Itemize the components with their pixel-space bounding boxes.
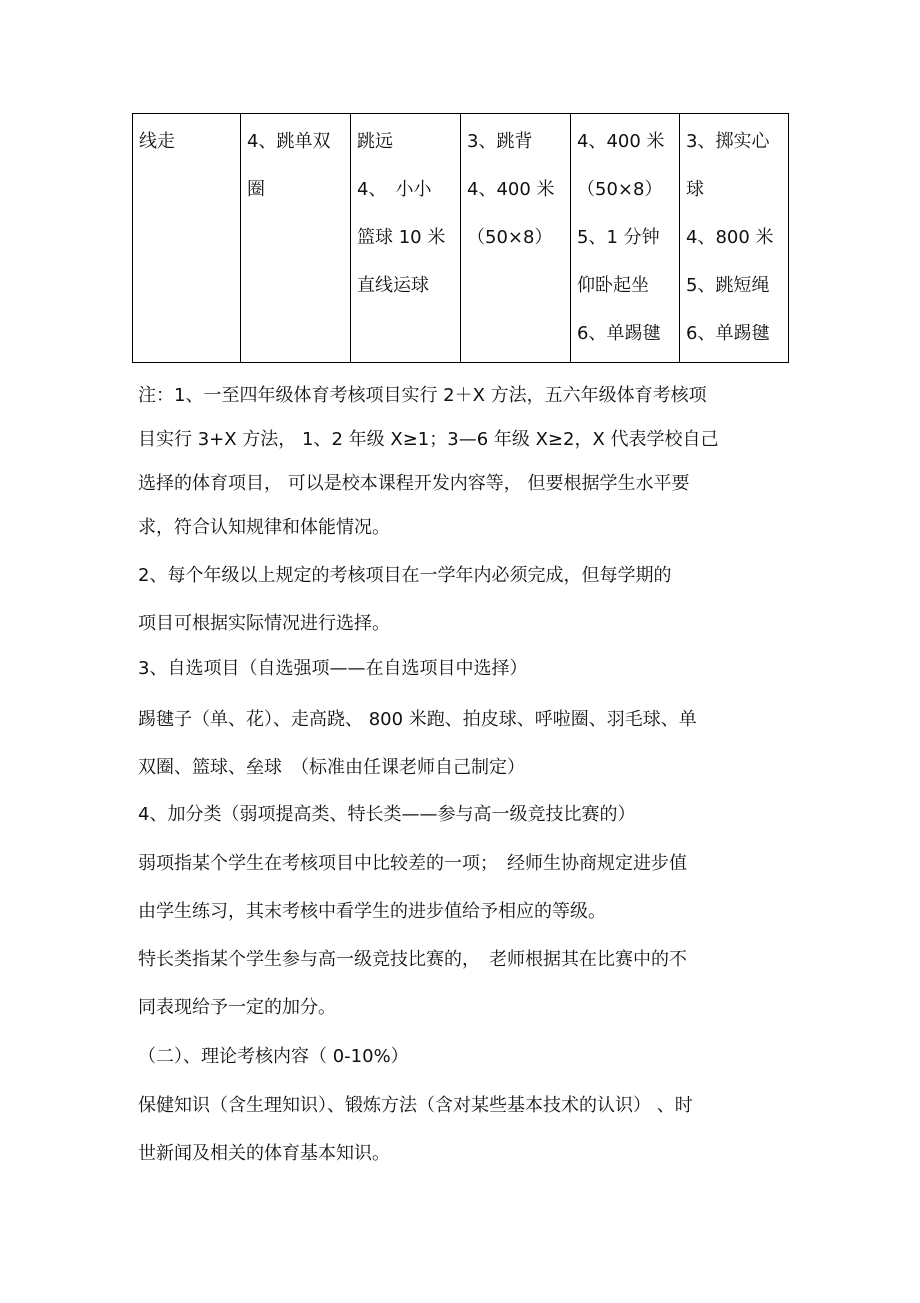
cell-line: 线走 xyxy=(139,131,175,152)
note-3-body xyxy=(138,696,798,792)
cell-line: 4、800 米 xyxy=(686,227,774,248)
text-line: 注：1、一至四年级体育考核项目实行 2＋X 方法，五六年级体育考核项 xyxy=(138,385,707,406)
note-3-title xyxy=(138,646,798,692)
cell-line: （50×8） xyxy=(467,227,553,248)
cell-line: 4、跳单双 xyxy=(247,131,331,152)
note-4-title xyxy=(138,792,798,838)
text-line: 双圈、篮球、垒球 （标准由任课老师自己制定） xyxy=(138,757,525,778)
cell-line: 5、1 分钟 xyxy=(577,227,660,248)
cell-line: 球 xyxy=(686,179,704,200)
text-line: 特长类指某个学生参与高一级竞技比赛的， 老师根据其在比赛中的不 xyxy=(138,949,687,970)
cell-line: （50×8） xyxy=(577,179,663,200)
text-line: （二）、理论考核内容（ 0-10%） xyxy=(138,1046,409,1067)
text-line: 2、每个年级以上规定的考核项目在一学年内必须完成，但每学期的 xyxy=(138,565,672,586)
text-line: 4、加分类（弱项提高类、特长类——参与高一级竞技比赛的） xyxy=(138,804,636,825)
cell-line: 跳远 xyxy=(357,131,393,152)
text-line: 弱项指某个学生在考核项目中比较差的一项； 经师生协商规定进步值 xyxy=(138,853,687,874)
cell-line: 3、掷实心 xyxy=(686,131,770,152)
text-line: 踢毽子（单、花）、走高跷、 800 米跑、拍皮球、呼啦圈、羽毛球、单 xyxy=(138,709,697,730)
theory-body xyxy=(138,1082,798,1178)
text-line: 由学生练习，其末考核中看学生的进步值给予相应的等级。 xyxy=(138,901,606,922)
theory-title xyxy=(138,1034,798,1080)
note-4-weak-items xyxy=(138,840,798,936)
note-4-specialty-items xyxy=(138,936,798,1032)
text-line: 同表现给予一定的加分。 xyxy=(138,997,336,1018)
cell-line: 4、400 米 xyxy=(467,179,555,200)
note-2-paragraph xyxy=(138,552,798,648)
cell-line: 6、单踢毽 xyxy=(686,323,770,344)
note-1-paragraph xyxy=(138,374,798,550)
text-line: 目实行 3+X 方法， 1、2 年级 X≥1；3—6 年级 X≥2，X 代表学校自己 xyxy=(138,429,719,450)
cell-line: 4、 小小 xyxy=(357,179,432,200)
cell-line: 5、跳短绳 xyxy=(686,275,770,296)
text-line: 项目可根据实际情况进行选择。 xyxy=(138,613,390,634)
text-line: 选择的体育项目， 可以是校本课程开发内容等， 但要根据学生水平要 xyxy=(138,473,690,494)
cell-line: 圈 xyxy=(247,179,265,200)
cell-line: 3、跳背 xyxy=(467,131,533,152)
cell-line: 仰卧起坐 xyxy=(577,275,649,296)
cell-line: 6、单踢毽 xyxy=(577,323,661,344)
notes-section xyxy=(138,0,798,1303)
cell-line: 直线运球 xyxy=(357,275,429,296)
text-line: 保健知识（含生理知识）、锻炼方法（含对某些基本技术的认识） 、时 xyxy=(138,1095,693,1116)
text-line: 世新闻及相关的体育基本知识。 xyxy=(138,1143,390,1164)
cell-line: 篮球 10 米 xyxy=(357,227,446,248)
text-line: 3、自选项目（自选强项——在自选项目中选择） xyxy=(138,658,528,679)
cell-line: 4、400 米 xyxy=(577,131,665,152)
text-line: 求，符合认知规律和体能情况。 xyxy=(138,517,390,538)
